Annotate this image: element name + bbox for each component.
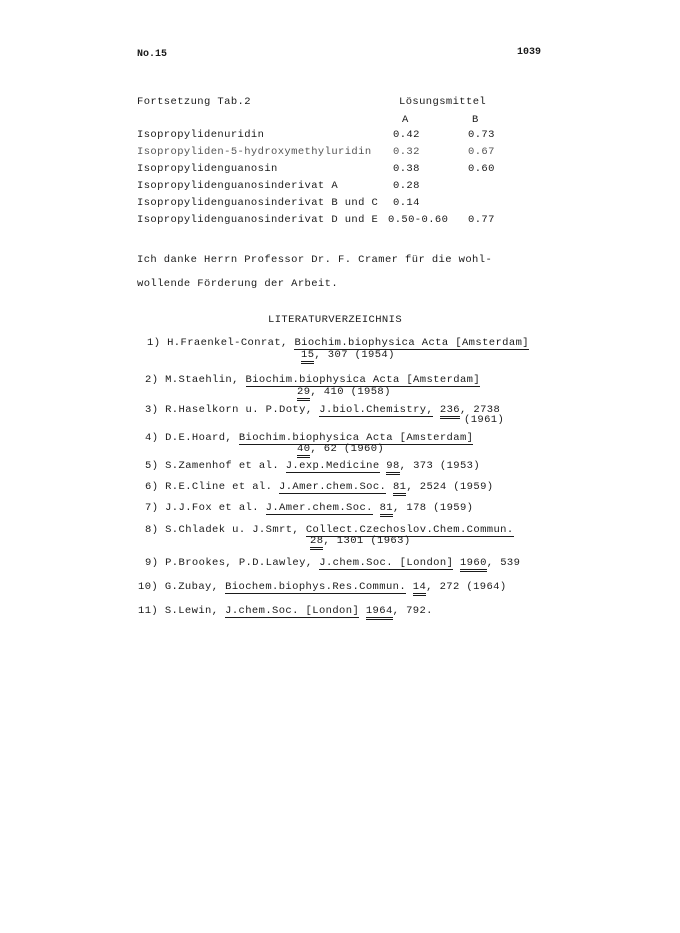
ref-authors: R.Haselkorn u. P.Doty,: [165, 404, 313, 416]
ref-pages-year: , 178 (1959): [392, 502, 474, 514]
value-a: 0.28: [393, 180, 420, 192]
reference-item: [145, 481, 493, 496]
ref-number: 7): [145, 502, 159, 514]
ref-authors: G.Zubay,: [164, 581, 219, 593]
ref-number: 3): [145, 404, 159, 416]
value-a: 0.38: [393, 163, 420, 175]
ref-pages-year: , 373 (1953): [399, 460, 481, 472]
ref-journal: J.Amer.chem.Soc.: [279, 481, 387, 493]
ref-number: 10): [138, 581, 159, 593]
ref-volume: 15: [301, 350, 314, 364]
ref-pages: , 539: [486, 557, 521, 569]
table-row: [137, 180, 338, 192]
ref-journal: Biochem.biophys.Res.Commun.: [225, 581, 407, 593]
table-group-header: Lösungsmittel: [399, 96, 487, 108]
reference-item: [145, 404, 500, 419]
ref-authors: S.Lewin,: [164, 605, 219, 617]
reference-volume-line: [310, 535, 411, 550]
ref-journal: J.Amer.chem.Soc.: [265, 502, 373, 514]
ref-volume: 1964: [366, 606, 393, 620]
ref-authors: M.Staehlin,: [165, 374, 239, 386]
ref-volume: 1960: [460, 558, 487, 572]
reference-item: [138, 581, 507, 596]
reference-volume-line: [301, 349, 395, 364]
table-row: [137, 146, 372, 158]
value-a: 0.42: [393, 129, 420, 141]
ref-volume: 28: [310, 536, 323, 550]
ref-pages: , 2738: [459, 404, 501, 416]
ref-journal: Biochim.biophysica Acta [Amsterdam]: [238, 432, 474, 444]
ref-number: 9): [145, 557, 159, 569]
ref-authors: S.Chladek u. J.Smrt,: [165, 524, 300, 536]
ref-number: 8): [145, 524, 159, 536]
ref-journal: J.chem.Soc. [London]: [319, 557, 454, 569]
value-a: 0.32: [393, 146, 420, 158]
ref-pages-year: , 2524 (1959): [406, 481, 494, 493]
ref-authors: R.E.Cline et al.: [165, 481, 273, 493]
value-b: 0.67: [468, 146, 495, 158]
ref-volume: 98: [386, 461, 399, 475]
ref-journal: Biochim.biophysica Acta [Amsterdam]: [245, 374, 481, 386]
ref-pages: , 792.: [392, 605, 433, 617]
compound-name: Isopropyliden-5-hydroxymethyluridin: [137, 146, 372, 158]
ref-journal: J.biol.Chemistry,: [319, 404, 434, 416]
reference-item: [145, 460, 480, 475]
ref-volume: 29: [297, 387, 310, 401]
ref-authors: J.J.Fox et al.: [165, 502, 259, 514]
reference-item: [145, 502, 473, 517]
reference-volume-line: [297, 386, 391, 401]
reference-item: [145, 557, 520, 572]
table-row: [137, 214, 378, 226]
ref-pages-year: , 1301 (1963): [323, 535, 411, 547]
value-b: 0.77: [468, 214, 495, 226]
ref-journal: Biochim.biophysica Acta [Amsterdam]: [294, 337, 529, 349]
ref-pages-year: , 307 (1954): [314, 349, 395, 361]
ref-journal: J.exp.Medicine: [285, 460, 380, 472]
ref-number: 11): [138, 605, 159, 617]
acknowledgment-line-2: wollende Förderung der Arbeit.: [137, 278, 339, 290]
value-b: 0.60: [468, 163, 495, 175]
value-a: 0.50-0.60: [388, 214, 449, 226]
reference-item: [145, 374, 480, 386]
ref-number: 6): [145, 481, 159, 493]
journal-number: No.15: [137, 49, 168, 60]
ref-number: 4): [145, 432, 159, 444]
ref-volume: 236: [440, 405, 460, 419]
compound-name: Isopropylidenguanosinderivat D und E: [137, 214, 379, 226]
value-b: 0.73: [468, 129, 495, 141]
ref-authors: S.Zamenhof et al.: [165, 460, 280, 472]
ref-number: 1): [147, 337, 161, 349]
table-row: [137, 197, 378, 209]
ref-authors: D.E.Hoard,: [165, 432, 233, 444]
table-col-a-header: A: [402, 114, 409, 126]
references-title: LITERATURVERZEICHNIS: [268, 314, 403, 326]
compound-name: Isopropylidenguanosin: [137, 163, 278, 175]
reference-item: [147, 337, 529, 349]
ref-volume: 81: [393, 482, 406, 496]
page-number: 1039: [517, 47, 542, 58]
ref-authors: H.Fraenkel-Conrat,: [167, 337, 288, 349]
ref-number: 2): [145, 374, 159, 386]
ref-year: (1961): [464, 414, 505, 426]
table-caption: Fortsetzung Tab.2: [137, 96, 251, 108]
compound-name: Isopropylidenguanosinderivat B und C: [137, 197, 379, 209]
ref-pages-year: , 272 (1964): [426, 581, 507, 593]
compound-name: Isopropylidenguanosinderivat A: [137, 180, 339, 192]
ref-pages-year: , 62 (1960): [310, 443, 385, 455]
acknowledgment-line-1: Ich danke Herrn Professor Dr. F. Cramer für die wohl-: [137, 254, 493, 266]
table-col-b-header: B: [472, 114, 479, 126]
compound-name: Isopropylidenuridin: [137, 129, 265, 141]
ref-authors: P.Brookes, P.D.Lawley,: [165, 557, 313, 569]
ref-volume: 40: [297, 444, 310, 458]
ref-volume: 14: [413, 582, 426, 596]
ref-number: 5): [145, 460, 159, 472]
table-row: [137, 129, 264, 141]
reference-volume-line: [297, 443, 384, 458]
value-a: 0.14: [393, 197, 420, 209]
ref-journal: Collect.Czechoslov.Chem.Commun.: [305, 524, 514, 536]
ref-journal: J.chem.Soc. [London]: [225, 605, 360, 617]
table-row: [137, 163, 278, 175]
reference-item: [138, 605, 433, 620]
ref-pages-year: , 410 (1958): [310, 386, 391, 398]
ref-volume: 81: [380, 503, 393, 517]
